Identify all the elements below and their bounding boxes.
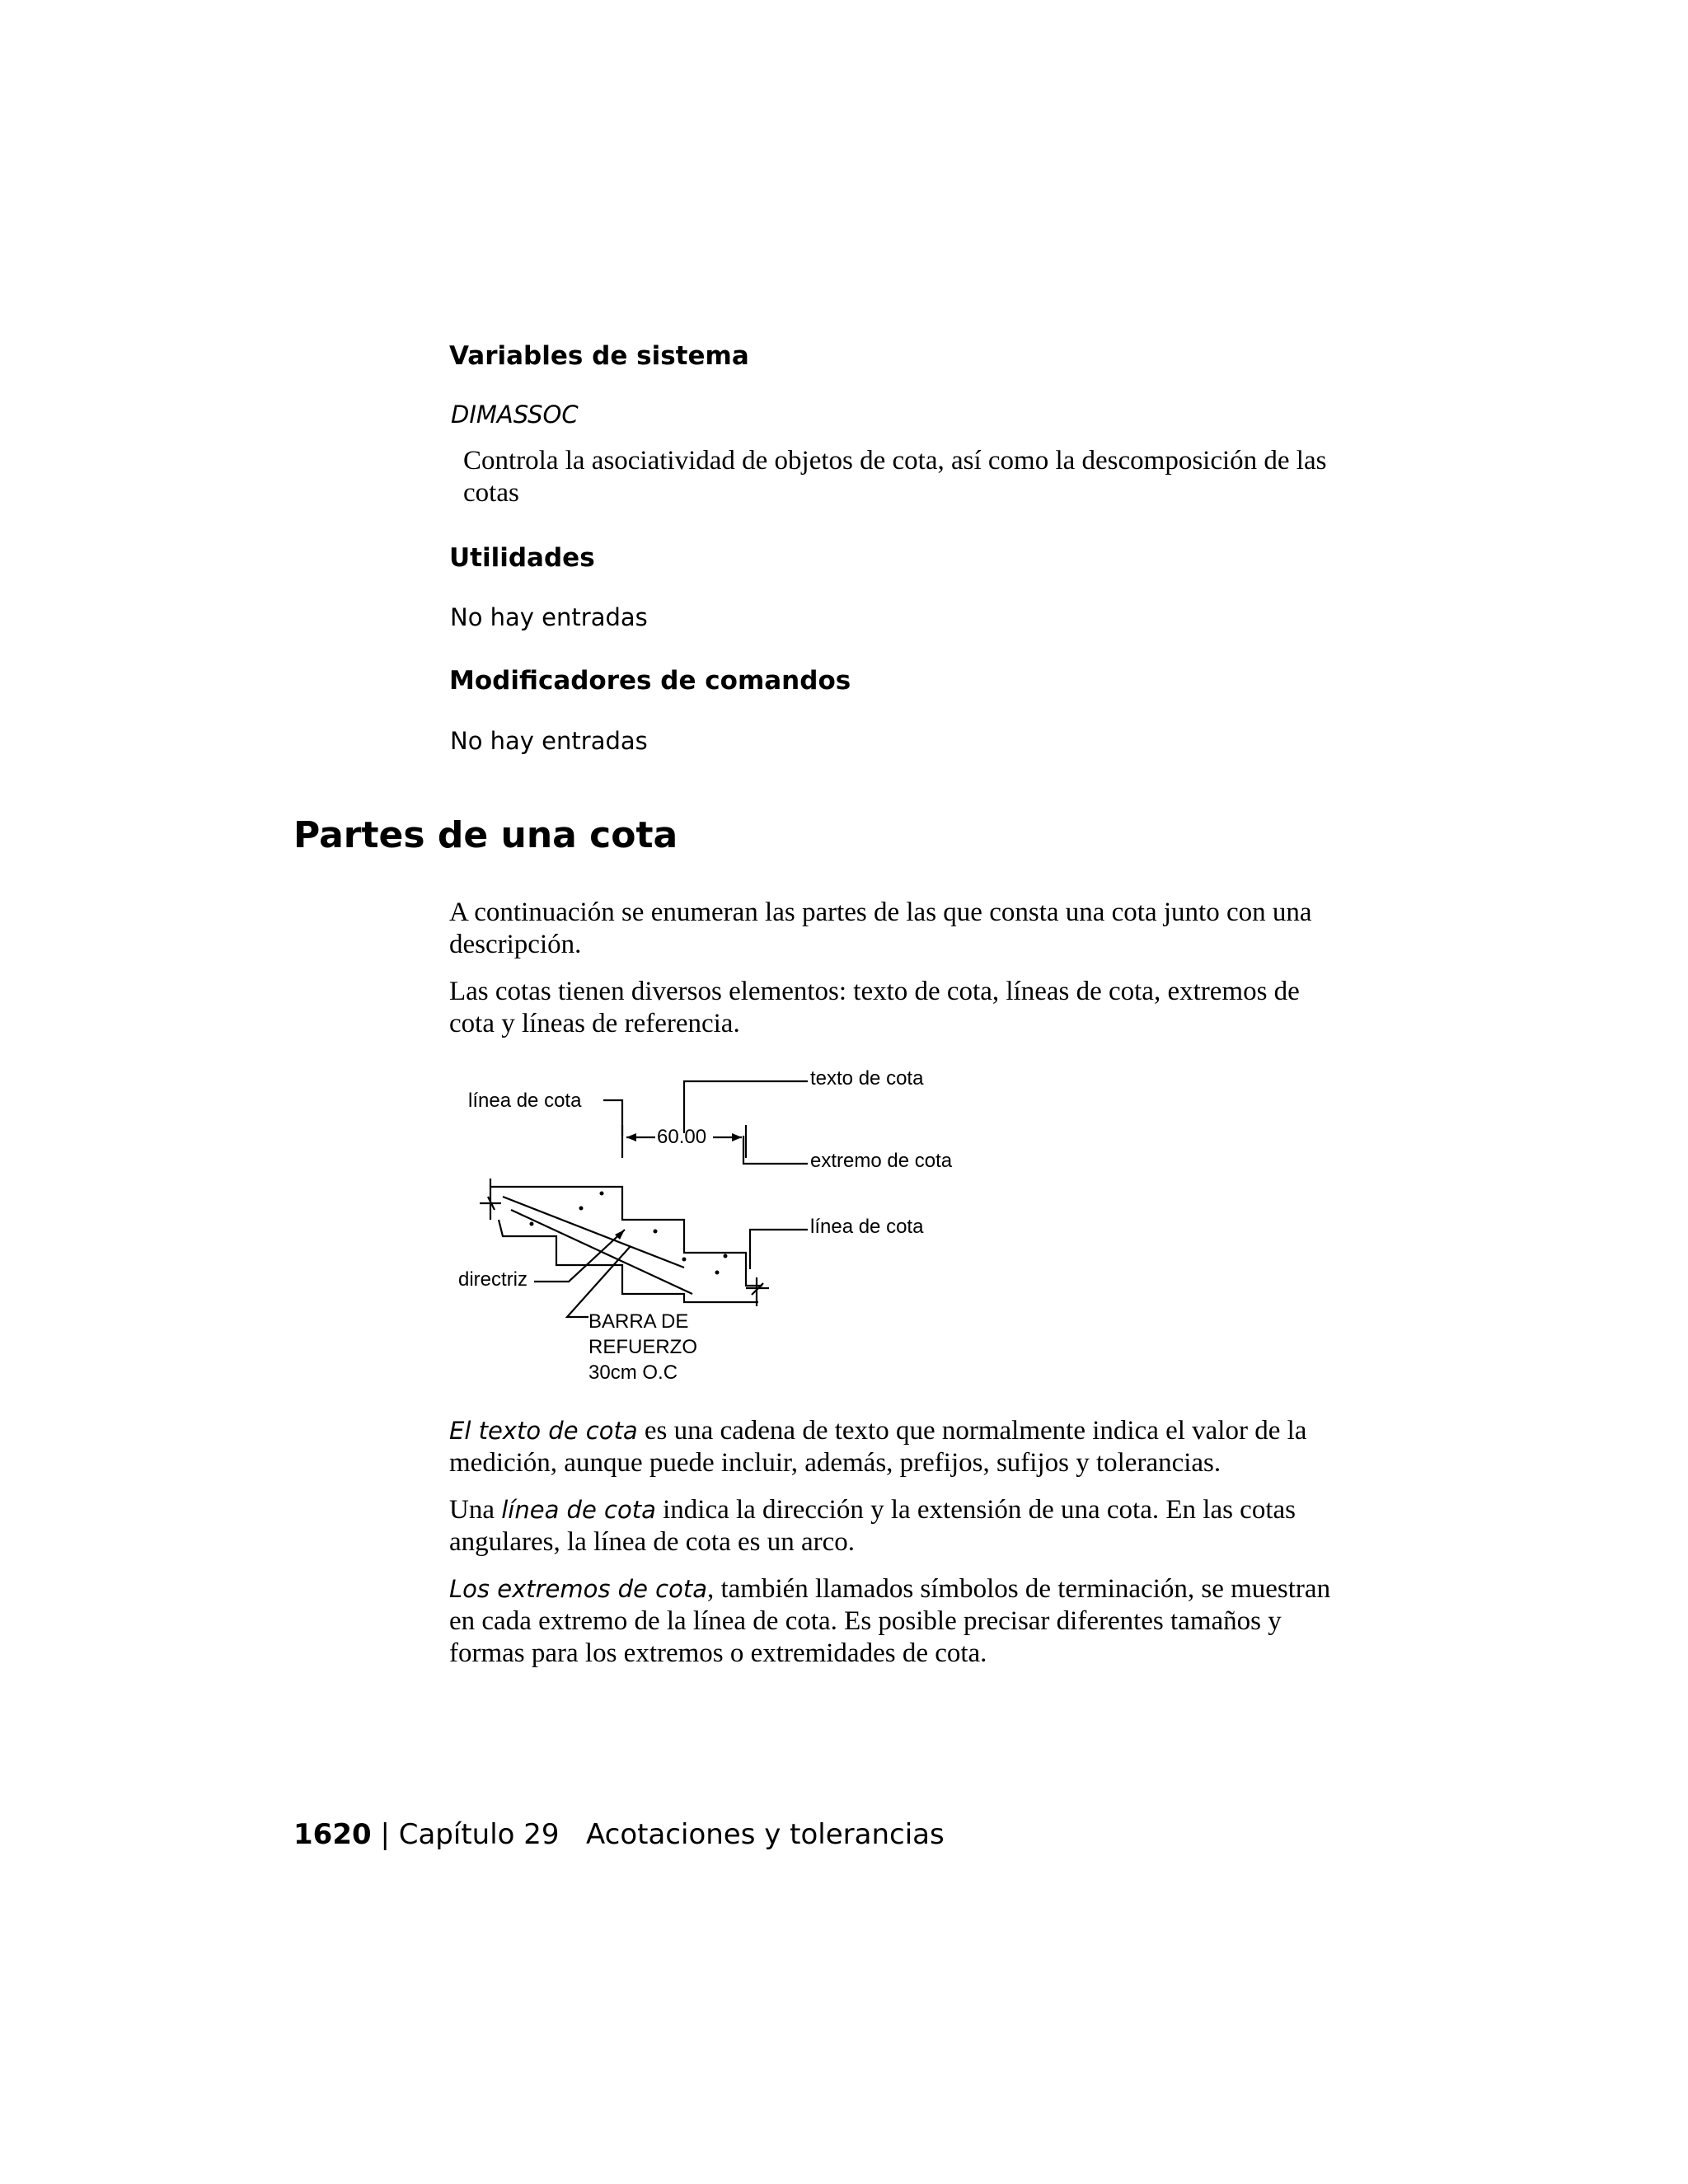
term-linea-de-cota: línea de cota — [501, 1496, 656, 1524]
label-extremo-de-cota: extremo de cota — [810, 1150, 953, 1172]
label-linea-de-cota-right: línea de cota — [810, 1216, 924, 1238]
term-texto-de-cota: El texto de cota — [449, 1417, 638, 1445]
label-linea-de-cota-top: línea de cota — [468, 1090, 582, 1112]
description-linea-de-cota-start: Una — [449, 1495, 502, 1525]
page-number: 1620 — [293, 1818, 372, 1851]
leader-extremo-de-cota — [743, 1136, 808, 1164]
description-linea-de-cota — [449, 1494, 1339, 1558]
intro-paragraph-2: Las cotas tienen diversos elementos: texto de cota, líneas de cota, extremos de cota y líneas de referencia. — [449, 977, 1300, 1038]
term-extremos-de-cota: Los extremos de cota — [449, 1575, 707, 1603]
dimension-arrow-left — [626, 1133, 636, 1141]
variable-description: Controla la asociatividad de objetos de cota, así como la descomposición de las cotas — [463, 446, 1327, 508]
utilities-heading: Utilidades — [449, 543, 595, 573]
chapter-title: Acotaciones y tolerancias — [585, 1818, 945, 1851]
command-modifiers-heading: Modificadores de comandos — [449, 666, 851, 696]
variable-name: DIMASSOC — [451, 401, 579, 429]
leader-linea-de-cota-top — [603, 1100, 622, 1136]
intro-paragraph-1: A continuación se enumeran las partes de las que consta una cota junto con una descripción. — [449, 898, 1312, 959]
description-extremos-de-cota — [449, 1573, 1339, 1670]
section-title: Partes de una cota — [293, 814, 678, 856]
dimension-value-text: 60.00 — [657, 1126, 707, 1148]
label-directriz: directriz — [458, 1268, 528, 1291]
stair-lower-outline — [499, 1220, 758, 1302]
utilities-text: No hay entradas — [450, 603, 648, 631]
dimension-parts-diagram — [445, 1055, 981, 1401]
command-modifiers-text: No hay entradas — [450, 727, 648, 755]
system-variables-heading: Variables de sistema — [449, 341, 749, 371]
label-barra-line-1: BARRA DE — [588, 1310, 689, 1333]
description-texto-de-cota-body: es una cadena de texto que normalmente indica el valor de la medición, aunque puede incluir, además, prefijos, sufijos y tolerancias. — [449, 1416, 1307, 1478]
leader-barra-de-refuerzo — [567, 1246, 631, 1317]
description-texto-de-cota — [449, 1415, 1339, 1479]
leader-linea-de-cota-right — [750, 1230, 808, 1269]
label-barra-line-3: 30cm O.C — [588, 1361, 678, 1384]
label-barra-line-2: REFUERZO — [588, 1336, 697, 1358]
dimension-arrow-right — [732, 1133, 742, 1141]
page-footer — [293, 1816, 945, 1853]
footer-separator: | — [380, 1818, 390, 1851]
description-extremos-de-cota-body: , también llamados símbolos de terminación, se muestran en cada extremo de la línea de cota. Es posible precisar diferentes tamaños y formas para los extremos o extremidades de cota. — [449, 1574, 1331, 1668]
description-linea-de-cota-body: indica la dirección y la extensión de una cota. En las cotas angulares, la línea de cota es un arco. — [449, 1495, 1296, 1557]
label-texto-de-cota: texto de cota — [810, 1067, 924, 1090]
chapter-label: Capítulo 29 — [398, 1818, 560, 1851]
